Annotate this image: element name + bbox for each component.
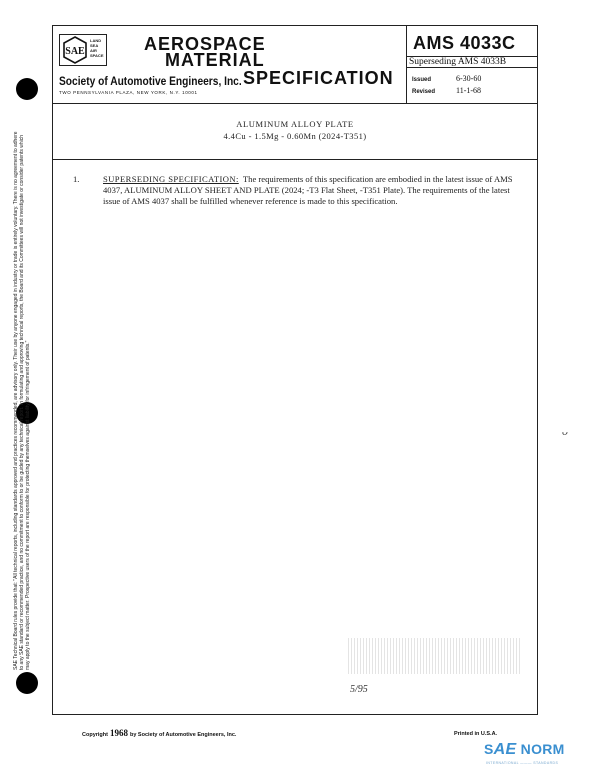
subject-block: [53, 104, 537, 160]
revised-row: [412, 86, 481, 95]
watermark-norm: NORM: [516, 741, 565, 757]
copyright-holder: by Society of Automotive Engineers, Inc.: [129, 732, 237, 738]
revised-label: Revised: [412, 89, 436, 95]
printed-notice: Printed in U.S.A.: [454, 731, 498, 737]
logo-line: SEA: [90, 43, 99, 48]
issued-row: [412, 74, 481, 83]
legal-disclaimer-text: SAE Technical Board rules provide that: "All technical reports, including standards approved and practices recommended, are advisory only. Their use by anyone engaged in industry or trade is entirely voluntary. There is no agreement to adhere to any SAE standard or recommended practice, and no commitment to conform to or be guided by any technical report. In formulating and approving technical reports, the Board and its Committees will not investigate or consider patents which may apply to the subject matter. Prospective users of the report are responsible for protecting themselves against liability for infringement of patents.": [13, 131, 31, 670]
supersedes-note: Superseding AMS 4033B: [407, 56, 537, 68]
logo-monogram: SAE: [65, 46, 85, 57]
watermark-ae: AE: [493, 741, 517, 758]
logo-line: AIR: [90, 48, 97, 53]
sae-logo: [59, 34, 107, 66]
organization-address: TWO PENNSYLVANIA PLAZA, NEW YORK, N.Y. 10001: [59, 90, 198, 95]
logo-motto: [90, 38, 103, 58]
document-number: AMS 4033C: [413, 33, 516, 53]
title-specification: SPECIFICATION: [243, 68, 394, 88]
punch-hole-bottom: [16, 672, 38, 694]
revised-date: 11-1-68: [456, 86, 482, 95]
watermark-subtitle: INTERNATIONAL ——— STANDARDS: [486, 761, 559, 765]
subject-title: ALUMINUM ALLOY PLATE: [236, 119, 354, 129]
copyright-label: Copyright: [82, 732, 108, 738]
title-material: MATERIAL: [165, 50, 265, 70]
section-body: The requirements of this specification are embodied in the latest issue of AMS 4037, ALUMINUM ALLOY SHEET AND PLATE (2024; -T3 Flat Sheet, -T351 Plate). The requirements of the latest issue of AMS 4037 shall be fulfilled whenever reference is made to this specification.: [103, 174, 513, 206]
copyright-year: 1968: [109, 728, 128, 738]
handwritten-note: 5/95: [350, 684, 368, 695]
organization-name: Society of Automotive Engineers, Inc.: [59, 74, 242, 88]
logo-line: LAND: [90, 38, 102, 43]
logo-line: SPACE: [90, 53, 104, 58]
watermark-s: S: [484, 741, 494, 757]
sae-norm-watermark: [484, 741, 596, 771]
section-heading: SUPERSEDING SPECIFICATION:: [103, 174, 239, 184]
specification-frame: [52, 25, 538, 715]
subject-composition: 4.4Cu - 1.5Mg - 0.60Mn (2024-T351): [223, 131, 367, 141]
document-number-box: [406, 26, 537, 104]
spec-header: [53, 26, 537, 104]
watermark-brand: [484, 741, 565, 759]
section-number: 1.: [73, 174, 80, 184]
section-paragraph: [103, 174, 521, 207]
section-1: [73, 174, 521, 207]
issued-date: 6-30-60: [456, 74, 482, 83]
title-aerospace: AEROSPACE: [144, 34, 266, 54]
legal-disclaimer-sidebar: [2, 130, 42, 670]
faded-stamp: [348, 638, 522, 674]
copyright-notice: [82, 728, 236, 738]
issued-label: Issued: [412, 77, 432, 83]
pen-mark: ᴗ: [562, 424, 568, 438]
punch-hole-top: [16, 78, 38, 100]
